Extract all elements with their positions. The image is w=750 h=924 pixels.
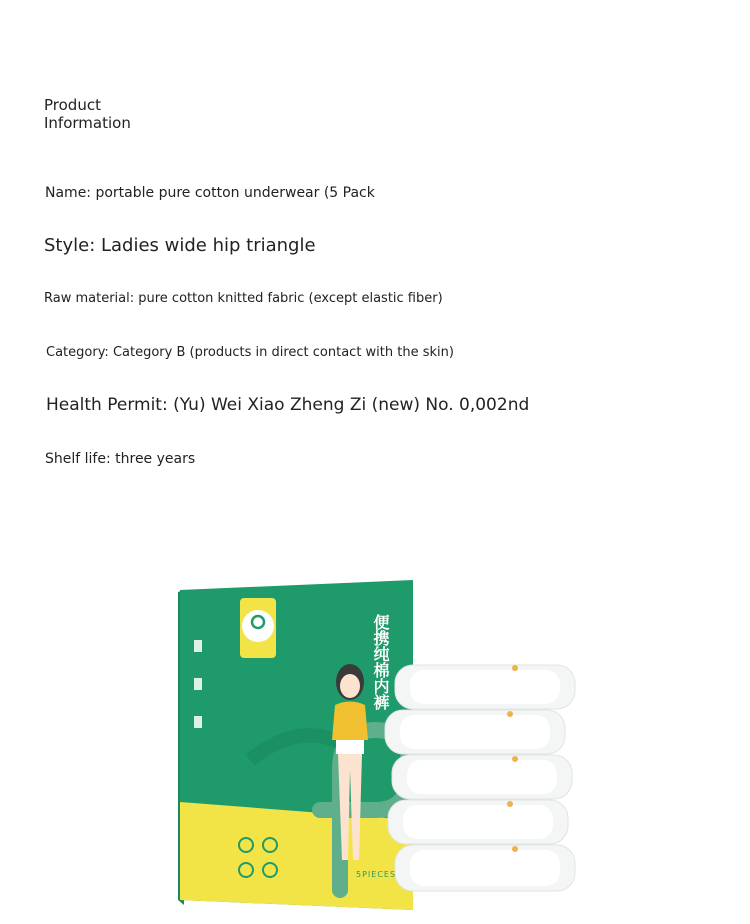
heading-line-1: Product xyxy=(44,96,101,114)
product-image xyxy=(170,570,580,915)
package-pieces-label: 5PIECES xyxy=(356,870,397,879)
info-shelf-life: Shelf life: three years xyxy=(45,451,196,467)
package-title: 便携纯棉内裤 xyxy=(371,614,390,710)
info-name: Name: portable pure cotton underwear (5 Pack xyxy=(45,185,375,201)
rolled-underwear-stack xyxy=(385,665,575,891)
info-permit: Health Permit: (Yu) Wei Xiao Zheng Zi (new) No. 0,002nd xyxy=(46,395,530,415)
info-style: Style: Ladies wide hip triangle xyxy=(44,235,316,256)
brand-logo xyxy=(240,598,276,658)
info-material: Raw material: pure cotton knitted fabric (except elastic fiber) xyxy=(44,291,443,306)
section-heading xyxy=(44,96,131,132)
heading-line-2: Information xyxy=(44,114,131,132)
info-category: Category: Category B (products in direct contact with the skin) xyxy=(46,345,454,360)
box-yellow-band xyxy=(180,802,413,910)
